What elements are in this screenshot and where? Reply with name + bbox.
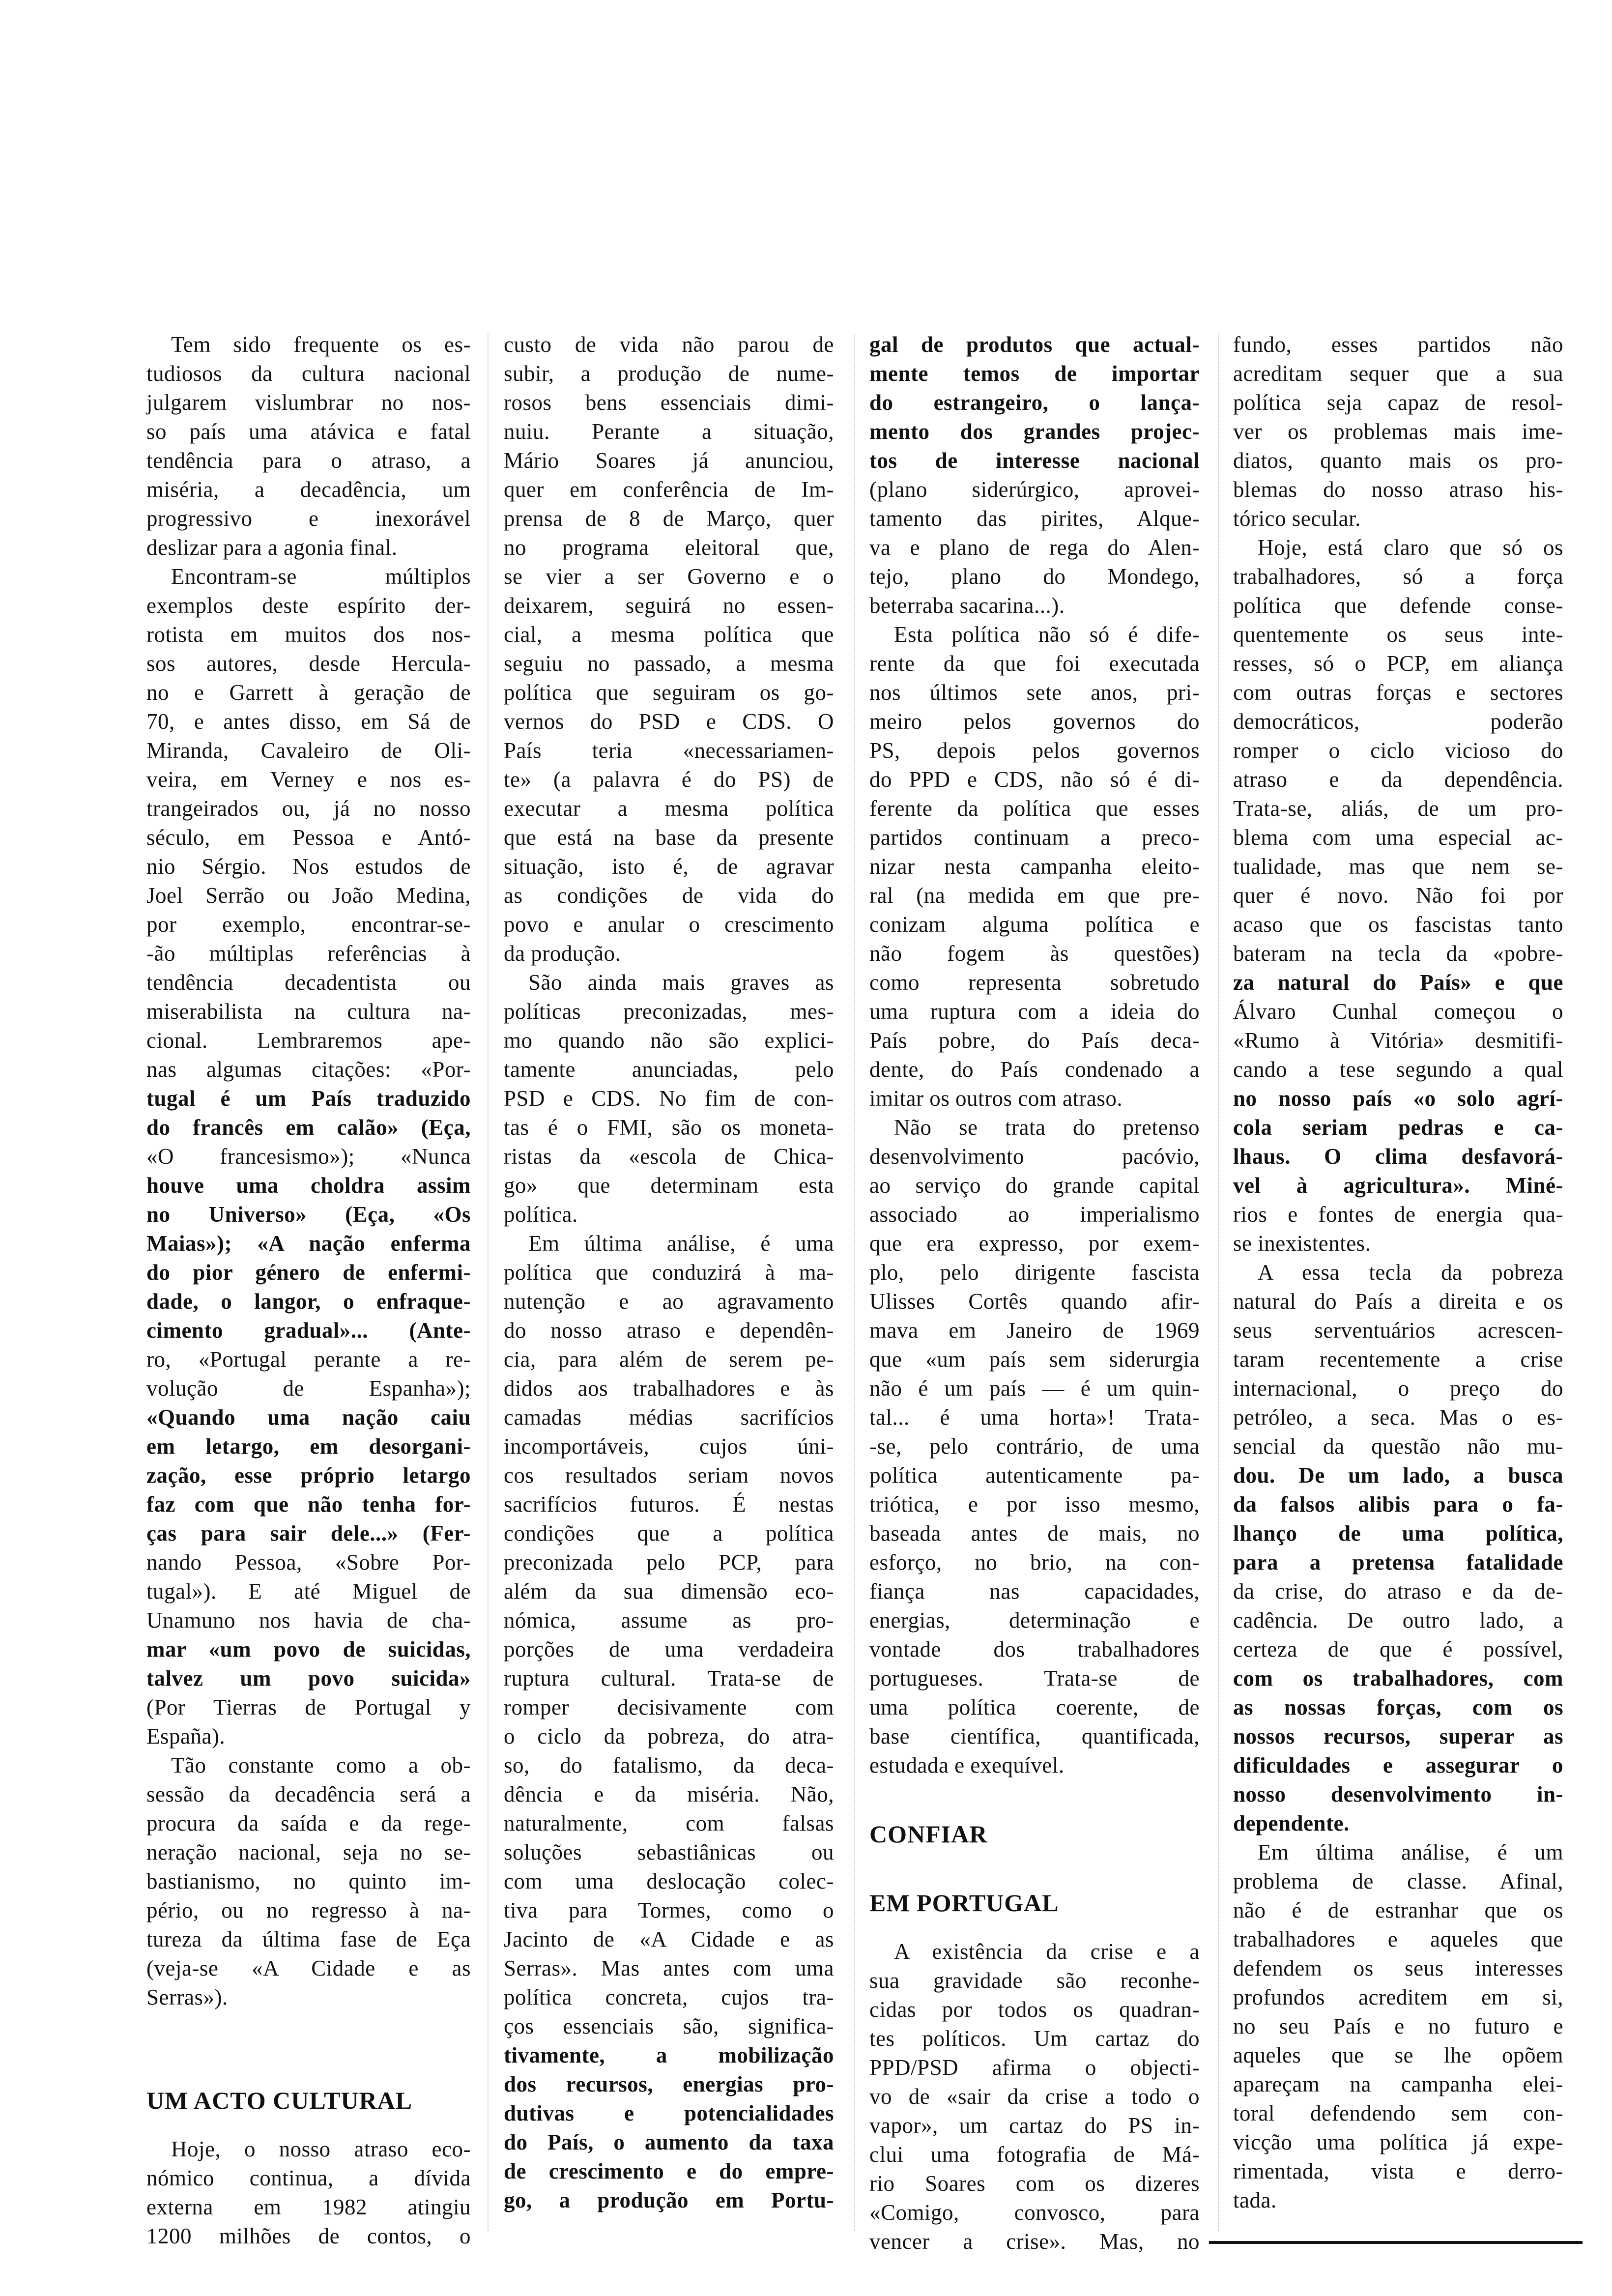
text-line: tugal é um País traduzido bbox=[146, 1086, 471, 1111]
text-line: nos últimos sete anos, pri- bbox=[869, 680, 1200, 705]
text-line: vicção uma política já expe- bbox=[1233, 2130, 1563, 2154]
text-line: São ainda mais graves as bbox=[528, 970, 834, 995]
text-line: dência e da miséria. Não, bbox=[504, 1782, 834, 1807]
text-line: nossos recursos, superar as bbox=[1233, 1724, 1563, 1749]
text-line: energias, determinação e bbox=[869, 1608, 1200, 1633]
text-line: do francês em calão» (Eça, bbox=[146, 1115, 471, 1140]
text-line: so, do fatalismo, da deca- bbox=[504, 1753, 834, 1778]
text-line: nómica, assume as pro- bbox=[504, 1608, 834, 1633]
text-line: blemas do nosso atraso his- bbox=[1233, 477, 1563, 502]
text-line: política autenticamente pa- bbox=[869, 1463, 1200, 1488]
text-line: associado ao imperialismo bbox=[869, 1202, 1200, 1227]
text-line: te» (a palavra é do PS) de bbox=[504, 767, 834, 792]
text-line: mente temos de importar bbox=[869, 361, 1200, 386]
text-line: imitar os outros com atraso. bbox=[869, 1086, 1123, 1111]
paragraph bbox=[146, 1751, 471, 2012]
text-line: ristas da «escola de Chica- bbox=[504, 1144, 834, 1169]
text-line: Hoje, o nosso atraso eco- bbox=[171, 2137, 471, 2161]
text-line: beterraba sacarina...). bbox=[869, 593, 1065, 618]
text-line: cos resultados seriam novos bbox=[504, 1463, 834, 1488]
text-line: tes políticos. Um cartaz do bbox=[869, 2026, 1200, 2051]
text-line: no seu País e no futuro e bbox=[1233, 2014, 1563, 2038]
paragraph bbox=[869, 1113, 1200, 1780]
text-line: esforço, no brio, na con- bbox=[869, 1550, 1200, 1575]
text-line: dade, o langor, o enfraque- bbox=[146, 1289, 471, 1314]
text-line: de crescimento e do empre- bbox=[504, 2159, 834, 2183]
text-line: tiva para Tormes, como o bbox=[504, 1898, 834, 1923]
section-heading bbox=[869, 1819, 1200, 1918]
text-line: cial, a mesma política que bbox=[504, 622, 834, 647]
text-line: Tão constante como a ob- bbox=[171, 1753, 471, 1778]
text-line: Esta política não só é dife- bbox=[894, 622, 1200, 647]
text-line: triótica, e por isso mesmo, bbox=[869, 1492, 1200, 1517]
text-line: cando a tese segundo a qual bbox=[1233, 1057, 1563, 1082]
text-line: nio Sérgio. Nos estudos de bbox=[146, 854, 471, 879]
text-line: ços essenciais são, significa- bbox=[504, 2014, 834, 2038]
text-line: miserabilista na cultura na- bbox=[146, 999, 471, 1024]
text-line: nutenção e ao agravamento bbox=[504, 1289, 834, 1314]
text-line: as condições de vida do bbox=[504, 883, 834, 908]
text-line: se inexistentes. bbox=[1233, 1231, 1371, 1256]
text-line: Em última análise, é uma bbox=[528, 1231, 834, 1256]
text-line: Serras»). bbox=[146, 1985, 228, 2009]
text-line: didos aos trabalhadores e às bbox=[504, 1376, 834, 1401]
text-line: nosso desenvolvimento in- bbox=[1233, 1782, 1563, 1807]
text-line: quentemente os seus inte- bbox=[1233, 622, 1563, 647]
text-line: «O francesismo»); «Nunca bbox=[146, 1144, 471, 1169]
text-line: fiança nas capacidades, bbox=[869, 1579, 1200, 1604]
text-line: tejo, plano do Mondego, bbox=[869, 564, 1200, 589]
text-line: plo, pelo dirigente fascista bbox=[869, 1260, 1200, 1285]
text-line: subir, a produção de nume- bbox=[504, 361, 834, 386]
text-line: cional. Lembraremos ape- bbox=[146, 1028, 471, 1053]
text-line: com os trabalhadores, com bbox=[1233, 1666, 1563, 1691]
text-line: Álvaro Cunhal começou o bbox=[1233, 999, 1563, 1024]
text-line: -ão múltiplas referências à bbox=[146, 941, 471, 966]
text-line: pério, ou no regresso à na- bbox=[146, 1898, 471, 1923]
text-line: profundos acreditem em si, bbox=[1233, 1985, 1563, 2009]
text-line: faz com que não tenha for- bbox=[146, 1492, 471, 1517]
text-line: taram recentemente a crise bbox=[1233, 1347, 1563, 1372]
text-line: gal de produtos que actual- bbox=[869, 332, 1200, 357]
text-line: condições que a política bbox=[504, 1521, 834, 1546]
text-line: Tem sido frequente os es- bbox=[171, 332, 471, 357]
text-line: tendência decadentista ou bbox=[146, 970, 471, 995]
text-line: go» que determinam esta bbox=[504, 1173, 834, 1198]
text-line: quer é novo. Não foi por bbox=[1233, 883, 1563, 908]
text-column-4 bbox=[1233, 330, 1563, 2215]
text-line: País teria «necessariamen- bbox=[504, 738, 834, 763]
text-line: mava em Janeiro de 1969 bbox=[869, 1318, 1200, 1343]
text-line: dutivas e potencialidades bbox=[504, 2101, 834, 2125]
text-column-2 bbox=[504, 330, 834, 2215]
heading-line: CONFIAR bbox=[869, 1820, 988, 1848]
text-line: uma ruptura com a ideia do bbox=[869, 999, 1200, 1024]
column-divider bbox=[1218, 334, 1219, 2231]
text-line: fundo, esses partidos não bbox=[1233, 332, 1563, 357]
text-line: -se, pelo contrário, de uma bbox=[869, 1434, 1200, 1459]
paragraph bbox=[504, 968, 834, 1229]
text-line: seus serventuários acrescen- bbox=[1233, 1318, 1563, 1343]
text-line: lhanço de uma política, bbox=[1233, 1521, 1563, 1546]
text-line: dou. De um lado, a busca bbox=[1233, 1463, 1563, 1488]
text-line: para a pretensa fatalidade bbox=[1233, 1550, 1563, 1575]
text-line: vo de «sair da crise a todo o bbox=[869, 2084, 1200, 2109]
text-line: política concreta, cujos tra- bbox=[504, 1985, 834, 2009]
text-line: da crise, do atraso e da de- bbox=[1233, 1579, 1563, 1604]
text-line: talvez um povo suicida» bbox=[146, 1666, 471, 1691]
text-line: cadência. De outro lado, a bbox=[1233, 1608, 1563, 1633]
text-line: tivamente, a mobilização bbox=[504, 2043, 834, 2067]
heading-line: UM ACTO CULTURAL bbox=[146, 2087, 413, 2114]
text-line: cola seriam pedras e ca- bbox=[1233, 1115, 1563, 1140]
text-line: executar a mesma política bbox=[504, 796, 834, 821]
text-line: mento dos grandes projec- bbox=[869, 419, 1200, 444]
text-line: século, em Pessoa e Antó- bbox=[146, 825, 471, 850]
text-line: acaso que os fascistas tanto bbox=[1233, 912, 1563, 937]
paragraph bbox=[1233, 1838, 1563, 2215]
text-line: no programa eleitoral que, bbox=[504, 535, 834, 560]
text-line: não é um país — é um quin- bbox=[869, 1376, 1200, 1401]
heading-line: EM PORTUGAL bbox=[869, 1889, 1059, 1917]
text-line: incomportáveis, cujos úni- bbox=[504, 1434, 834, 1459]
text-line: uma política coerente, de bbox=[869, 1695, 1200, 1720]
text-line: defendem os seus interesses bbox=[1233, 1956, 1563, 1980]
text-line: tudiosos da cultura nacional bbox=[146, 361, 471, 386]
text-line: tamente anunciadas, pelo bbox=[504, 1057, 834, 1082]
text-line: com uma deslocação colec- bbox=[504, 1869, 834, 1894]
text-line: Ulisses Cortês quando afir- bbox=[869, 1289, 1200, 1314]
text-line: nando Pessoa, «Sobre Por- bbox=[146, 1550, 471, 1575]
text-line: diatos, quanto mais os pro- bbox=[1233, 448, 1563, 473]
text-line: desenvolvimento pacóvio, bbox=[869, 1144, 1200, 1169]
text-line: acreditam sequer que a sua bbox=[1233, 361, 1563, 386]
text-line: no nosso país «o solo agrí- bbox=[1233, 1086, 1563, 1111]
text-line: por exemplo, encontrar-se- bbox=[146, 912, 471, 937]
text-line: romper decisivamente com bbox=[504, 1695, 834, 1720]
text-line: Em última análise, é um bbox=[1258, 1840, 1563, 1865]
text-line: exemplos deste espírito der- bbox=[146, 593, 471, 618]
text-line: portugueses. Trata-se de bbox=[869, 1666, 1200, 1691]
text-line: política seja capaz de resol- bbox=[1233, 390, 1563, 415]
text-line: que era expresso, por exem- bbox=[869, 1231, 1200, 1256]
text-line: sessão da decadência será a bbox=[146, 1782, 471, 1807]
text-line: ferente da política que esses bbox=[869, 796, 1200, 821]
text-line: neração nacional, seja no se- bbox=[146, 1840, 471, 1865]
text-line: tualidade, mas que nem se- bbox=[1233, 854, 1563, 879]
text-line: em letargo, em desorgani- bbox=[146, 1434, 471, 1459]
text-line: ral (na medida em que pre- bbox=[869, 883, 1200, 908]
text-line: vel à agricultura». Miné- bbox=[1233, 1173, 1563, 1198]
text-line: rente da que foi executada bbox=[869, 651, 1200, 676]
text-line: sos autores, desde Hercula- bbox=[146, 651, 471, 676]
text-line: Não se trata do pretenso bbox=[894, 1115, 1200, 1140]
text-line: rios e fontes de energia qua- bbox=[1233, 1202, 1563, 1227]
text-line: dos recursos, energias pro- bbox=[504, 2072, 834, 2096]
text-line: ças para sair dele...» (Fer- bbox=[146, 1521, 471, 1546]
text-line: tureza da última fase de Eça bbox=[146, 1927, 471, 1952]
text-line: camadas médias sacrifícios bbox=[504, 1405, 834, 1430]
text-line: partidos continuam a preco- bbox=[869, 825, 1200, 850]
text-line: quer em conferência de Im- bbox=[504, 477, 834, 502]
text-line: julgarem vislumbrar no nos- bbox=[146, 390, 471, 415]
text-line: resses, só o PCP, em aliança bbox=[1233, 651, 1563, 676]
text-line: sua gravidade são reconhe- bbox=[869, 1968, 1200, 1993]
paragraph bbox=[869, 330, 1200, 620]
text-line: soluções sebastiânicas ou bbox=[504, 1840, 834, 1865]
text-line: cia, para além de serem pe- bbox=[504, 1347, 834, 1372]
paragraph bbox=[1233, 330, 1563, 533]
text-line: PPD/PSD afirma o objecti- bbox=[869, 2055, 1200, 2080]
text-line: Trata-se, aliás, de um pro- bbox=[1233, 796, 1563, 821]
paragraph bbox=[146, 330, 471, 562]
column-divider bbox=[488, 334, 489, 2231]
text-line: País pobre, do País deca- bbox=[869, 1028, 1200, 1053]
text-line: «Comigo, convosco, para bbox=[869, 2200, 1200, 2225]
text-line: tas é o FMI, são os moneta- bbox=[504, 1115, 834, 1140]
text-line: tugal»). E até Miguel de bbox=[146, 1579, 471, 1604]
text-line: procura da saída e da rege- bbox=[146, 1811, 471, 1836]
text-line: (veja-se «A Cidade e as bbox=[146, 1956, 471, 1980]
text-line: volução de Espanha»); bbox=[146, 1376, 471, 1401]
text-line: deslizar para a agonia final. bbox=[146, 535, 398, 560]
text-line: petróleo, a seca. Mas o es- bbox=[1233, 1405, 1563, 1430]
text-line: bateram na tecla da «pobre- bbox=[1233, 941, 1563, 966]
text-line: veira, em Verney e nos es- bbox=[146, 767, 471, 792]
text-line: se vier a ser Governo e o bbox=[504, 564, 834, 589]
text-line: Hoje, está claro que só os bbox=[1258, 535, 1563, 560]
text-line: da produção. bbox=[504, 941, 621, 966]
paragraph bbox=[1233, 1258, 1563, 1838]
text-line: que está na base da presente bbox=[504, 825, 834, 850]
text-line: tamento das pirites, Alque- bbox=[869, 506, 1200, 531]
text-line: tos de interesse nacional bbox=[869, 448, 1200, 473]
text-line: go, a produção em Portu- bbox=[504, 2188, 834, 2212]
text-line: naturalmente, com falsas bbox=[504, 1811, 834, 1836]
text-line: va e plano de rega do Alen- bbox=[869, 535, 1200, 560]
text-line: nuiu. Perante a situação, bbox=[504, 419, 834, 444]
column-divider bbox=[854, 334, 855, 2231]
text-line: A existência da crise e a bbox=[894, 1939, 1200, 1964]
text-line: sencial da questão não mu- bbox=[1233, 1434, 1563, 1459]
text-line: aqueles que se lhe opõem bbox=[1233, 2043, 1563, 2067]
text-line: do País, o aumento da taxa bbox=[504, 2130, 834, 2154]
text-line: España). bbox=[146, 1724, 226, 1749]
text-line: toral defendendo sem con- bbox=[1233, 2101, 1563, 2125]
text-line: mar «um povo de suicidas, bbox=[146, 1637, 471, 1662]
text-line: Joel Serrão ou João Medina, bbox=[146, 883, 471, 908]
end-rule bbox=[1209, 2241, 1583, 2244]
text-line: Maias»); «A nação enferma bbox=[146, 1231, 471, 1256]
text-line: situação, isto é, de agravar bbox=[504, 854, 834, 879]
paragraph bbox=[1233, 533, 1563, 1258]
paragraph bbox=[504, 1229, 834, 2215]
text-line: PS, depois pelos governos bbox=[869, 738, 1200, 763]
text-line: da falsos alibis para o fa- bbox=[1233, 1492, 1563, 1517]
text-column-1 bbox=[146, 330, 471, 2251]
text-line: tendência para o atraso, a bbox=[146, 448, 471, 473]
text-line: Mário Soares já anunciou, bbox=[504, 448, 834, 473]
text-line: meiro pelos governos do bbox=[869, 709, 1200, 734]
text-line: apareçam na campanha elei- bbox=[1233, 2072, 1563, 2096]
text-line: internacional, o preço do bbox=[1233, 1376, 1563, 1401]
text-line: vapor», um cartaz do PS in- bbox=[869, 2113, 1200, 2138]
text-line: trabalhadores, só a força bbox=[1233, 564, 1563, 589]
text-line: ruptura cultural. Trata-se de bbox=[504, 1666, 834, 1691]
text-line: bastianismo, no quinto im- bbox=[146, 1869, 471, 1894]
text-line: mo quando não são explici- bbox=[504, 1028, 834, 1053]
text-line: estudada e exequível. bbox=[869, 1753, 1065, 1778]
text-line: política que seguiram os go- bbox=[504, 680, 834, 705]
text-line: base científica, quantificada, bbox=[869, 1724, 1200, 1749]
text-line: nas algumas citações: «Por- bbox=[146, 1057, 471, 1082]
text-line: como representa sobretudo bbox=[869, 970, 1200, 995]
text-line: conizam alguma política e bbox=[869, 912, 1200, 937]
text-line: Miranda, Cavaleiro de Oli- bbox=[146, 738, 471, 763]
text-line: nizar nesta campanha eleito- bbox=[869, 854, 1200, 879]
text-line: deixarem, seguirá no essen- bbox=[504, 593, 834, 618]
text-line: clui uma fotografia de Má- bbox=[869, 2142, 1200, 2167]
text-line: sacrifícios futuros. É nestas bbox=[504, 1492, 834, 1517]
text-line: do nosso atraso e dependên- bbox=[504, 1318, 834, 1343]
text-line: trangeirados ou, já no nosso bbox=[146, 796, 471, 821]
text-line: «Quando uma nação caiu bbox=[146, 1405, 471, 1430]
text-line: não é de estranhar que os bbox=[1233, 1898, 1563, 1923]
text-line: cimento gradual»... (Ante- bbox=[146, 1318, 471, 1343]
text-line: so país uma atávica e fatal bbox=[146, 419, 471, 444]
text-line: rio Soares com os dizeres bbox=[869, 2171, 1200, 2196]
text-line: porções de uma verdadeira bbox=[504, 1637, 834, 1662]
text-line: cidas por todos os quadran- bbox=[869, 1997, 1200, 2022]
text-line: dependente. bbox=[1233, 1811, 1350, 1836]
section-heading bbox=[146, 2086, 471, 2115]
text-line: (Por Tierras de Portugal y bbox=[146, 1695, 471, 1720]
text-line: democráticos, poderão bbox=[1233, 709, 1563, 734]
text-line: seguiu no passado, a mesma bbox=[504, 651, 834, 676]
text-line: as nossas forças, com os bbox=[1233, 1695, 1563, 1720]
text-line: preconizada pelo PCP, para bbox=[504, 1550, 834, 1575]
paragraph bbox=[504, 330, 834, 968]
text-line: prensa de 8 de Março, quer bbox=[504, 506, 834, 531]
text-line: política que conduzirá à ma- bbox=[504, 1260, 834, 1285]
paragraph bbox=[146, 562, 471, 1751]
text-line: políticas preconizadas, mes- bbox=[504, 999, 834, 1024]
text-line: nómico continua, a dívida bbox=[146, 2166, 471, 2190]
text-line: dificuldades e assegurar o bbox=[1233, 1753, 1563, 1778]
text-line: vernos do PSD e CDS. O bbox=[504, 709, 834, 734]
text-line: povo e anular o crescimento bbox=[504, 912, 834, 937]
text-line: problema de classe. Afinal, bbox=[1233, 1869, 1563, 1894]
text-line: za natural do País» e que bbox=[1233, 970, 1563, 995]
text-line: lhaus. O clima desfavorá- bbox=[1233, 1144, 1563, 1169]
text-line: blema com uma especial ac- bbox=[1233, 825, 1563, 850]
text-line: rimentada, vista e derro- bbox=[1233, 2159, 1563, 2183]
text-line: tórico secular. bbox=[1233, 506, 1361, 531]
text-line: PSD e CDS. No fim de con- bbox=[504, 1086, 834, 1111]
text-line: 1200 milhões de contos, o bbox=[146, 2224, 471, 2248]
text-line: romper o ciclo vicioso do bbox=[1233, 738, 1563, 763]
text-line: tal... é uma horta»! Trata- bbox=[869, 1405, 1200, 1430]
text-line: tada. bbox=[1233, 2188, 1277, 2212]
text-line: natural do País a direita e os bbox=[1233, 1289, 1563, 1314]
text-line: Jacinto de «A Cidade e as bbox=[504, 1927, 834, 1952]
text-line: com outras forças e sectores bbox=[1233, 680, 1563, 705]
text-line: ver os problemas mais ime- bbox=[1233, 419, 1563, 444]
text-line: «Rumo à Vitória» desmitifi- bbox=[1233, 1028, 1563, 1053]
text-line: no Universo» (Eça, «Os bbox=[146, 1202, 471, 1227]
text-line: rosos bens essenciais dimi- bbox=[504, 390, 834, 415]
text-line: Encontram-se múltiplos bbox=[171, 564, 471, 589]
text-line: vontade dos trabalhadores bbox=[869, 1637, 1200, 1662]
text-line: externa em 1982 atingiu bbox=[146, 2195, 471, 2219]
text-line: vencer a crise». Mas, no bbox=[869, 2229, 1200, 2254]
text-line: política que defende conse- bbox=[1233, 593, 1563, 618]
text-line: que «um país sem siderurgia bbox=[869, 1347, 1200, 1372]
text-line: rotista em muitos dos nos- bbox=[146, 622, 471, 647]
paragraph bbox=[146, 2135, 471, 2251]
text-line: do estrangeiro, o lança- bbox=[869, 390, 1200, 415]
text-line: do PPD e CDS, não só é di- bbox=[869, 767, 1200, 792]
text-line: trabalhadores e aqueles que bbox=[1233, 1927, 1563, 1952]
text-line: ao serviço do grande capital bbox=[869, 1173, 1200, 1198]
text-line: progressivo e inexorável bbox=[146, 506, 471, 531]
text-line: do pior género de enfermi- bbox=[146, 1260, 471, 1285]
text-line: atraso e da dependência. bbox=[1233, 767, 1563, 792]
text-line: além da sua dimensão eco- bbox=[504, 1579, 834, 1604]
text-line: não fogem às questões) bbox=[869, 941, 1200, 966]
text-line: miséria, a decadência, um bbox=[146, 477, 471, 502]
paragraph bbox=[869, 620, 1200, 1113]
text-line: o ciclo da pobreza, do atra- bbox=[504, 1724, 834, 1749]
text-line: baseada antes de mais, no bbox=[869, 1521, 1200, 1546]
text-line: zação, esse próprio letargo bbox=[146, 1463, 471, 1488]
text-line: houve uma choldra assim bbox=[146, 1173, 471, 1198]
paragraph bbox=[869, 1937, 1200, 2256]
text-line: custo de vida não parou de bbox=[504, 332, 834, 357]
text-line: ro, «Portugal perante a re- bbox=[146, 1347, 471, 1372]
text-line: certeza de que é possível, bbox=[1233, 1637, 1563, 1662]
text-line: (plano siderúrgico, aprovei- bbox=[869, 477, 1200, 502]
text-line: Serras». Mas antes com uma bbox=[504, 1956, 834, 1980]
text-line: 70, e antes disso, em Sá de bbox=[146, 709, 471, 734]
text-line: política. bbox=[504, 1202, 578, 1227]
text-line: Unamuno nos havia de cha- bbox=[146, 1608, 471, 1633]
text-column-3 bbox=[869, 330, 1200, 2256]
text-line: no e Garrett à geração de bbox=[146, 680, 471, 705]
text-line: dente, do País condenado a bbox=[869, 1057, 1200, 1082]
text-line: A essa tecla da pobreza bbox=[1258, 1260, 1563, 1285]
